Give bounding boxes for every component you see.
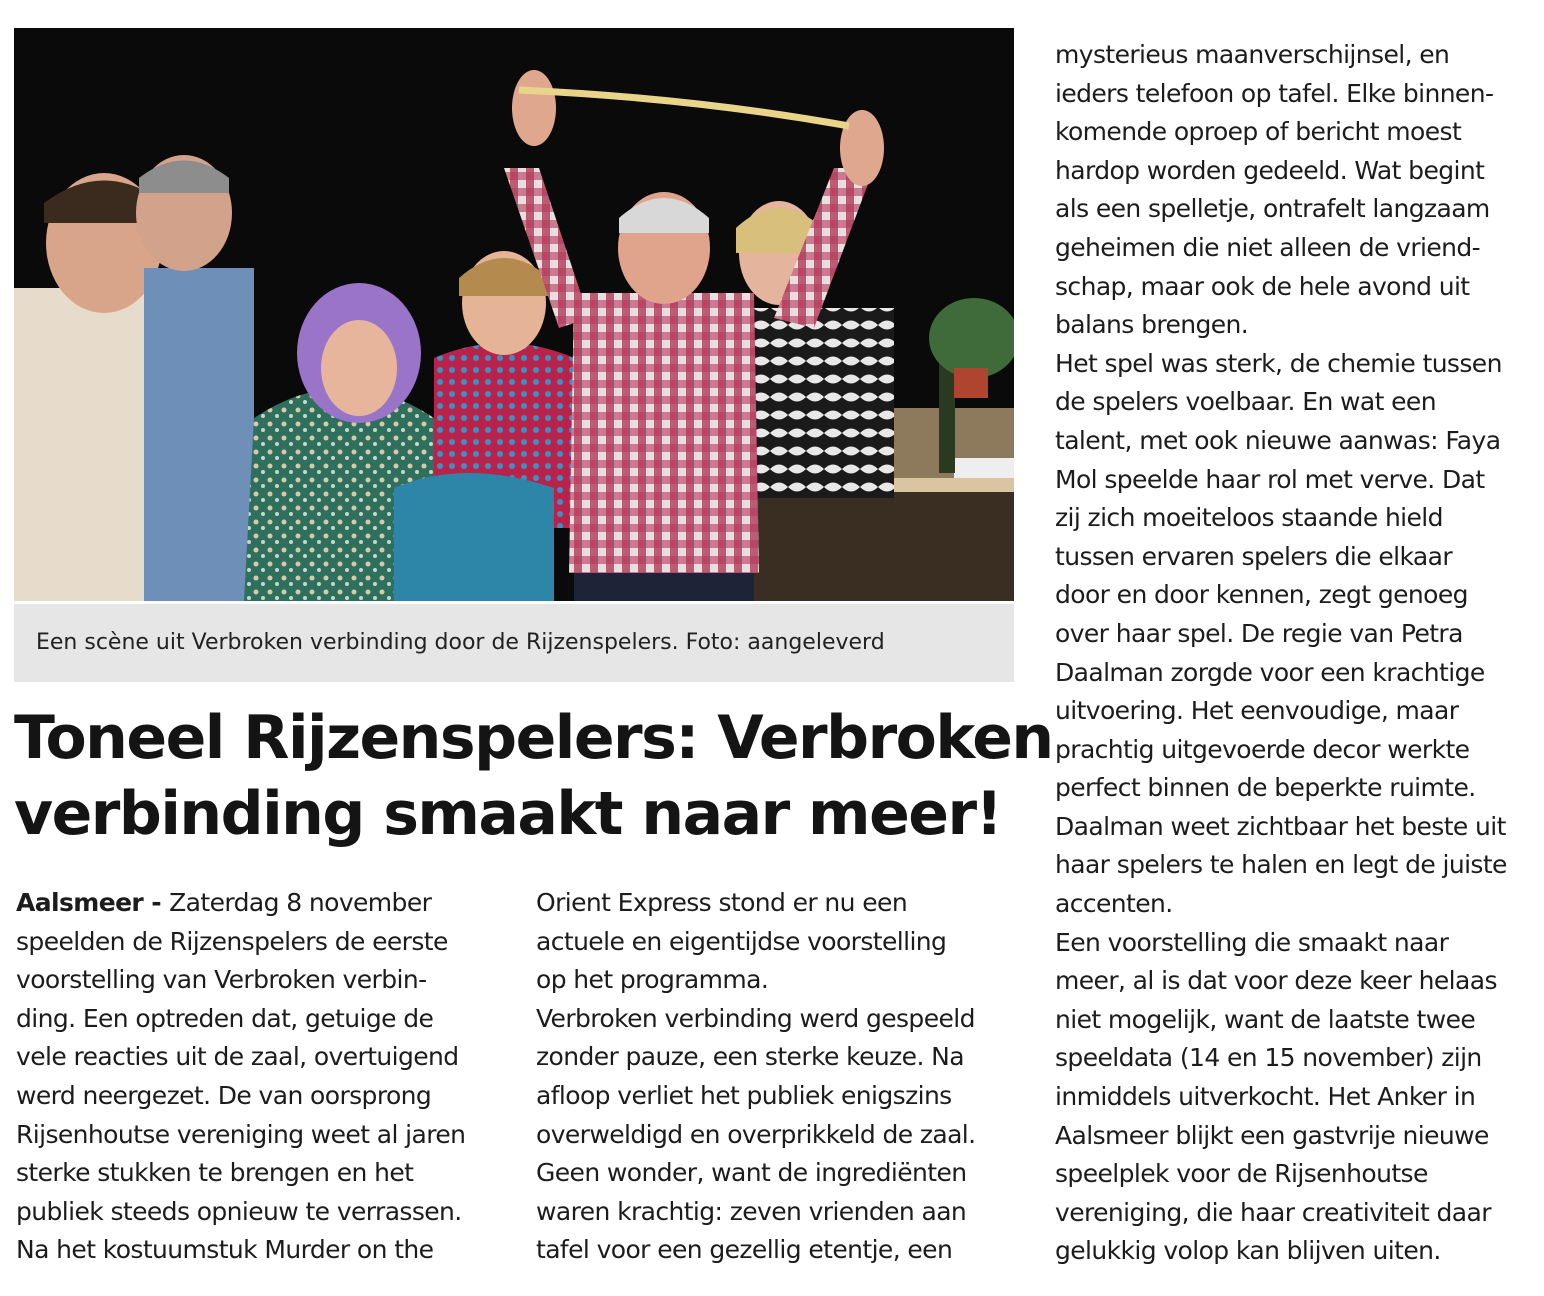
body-line: afloop verliet het publiek enigszins xyxy=(536,1080,952,1110)
body-line: sterke stukken te brengen en het xyxy=(16,1158,414,1188)
body-line: meer, al is dat voor deze keer helaas xyxy=(1055,966,1497,996)
body-line: door en door kennen, zegt genoeg xyxy=(1055,580,1468,610)
body-line: Een voorstelling die smaakt naar xyxy=(1055,927,1449,957)
body-line: op het programma. xyxy=(536,965,769,995)
stage-photo-image xyxy=(14,28,1014,601)
body-line: Daalman zorgde voor een krachtige xyxy=(1055,657,1485,687)
body-line: publiek steeds opnieuw te verrassen. xyxy=(16,1196,462,1226)
body-line: de spelers voelbaar. En wat een xyxy=(1055,387,1436,417)
body-line: Het spel was sterk, de chemie tussen xyxy=(1055,348,1502,378)
body-line: geheimen die niet alleen de vriend- xyxy=(1055,232,1481,262)
body-line: inmiddels uitverkocht. Het Anker in xyxy=(1055,1082,1476,1112)
body-line: uitvoering. Het eenvoudige, maar xyxy=(1055,696,1459,726)
body-line: mysterieus maanverschijnsel, en xyxy=(1055,40,1450,69)
body-line: actuele en eigentijdse voorstelling xyxy=(536,926,947,956)
body-line-text: Zaterdag 8 november xyxy=(169,888,432,917)
body-line: komende oproep of bericht moest xyxy=(1055,117,1462,147)
body-line: tussen ervaren spelers die elkaar xyxy=(1055,541,1453,571)
body-line: werd neergezet. De van oorsprong xyxy=(16,1080,432,1110)
dateline: Aalsmeer - xyxy=(16,888,170,917)
body-line: Geen wonder, want de ingrediënten xyxy=(536,1158,967,1188)
body-line: vele reacties uit de zaal, overtuigend xyxy=(16,1042,459,1072)
body-line: schap, maar ook de hele avond uit xyxy=(1055,271,1470,301)
body-line: overweldigd en overprikkeld de zaal. xyxy=(536,1119,976,1149)
body-line: zonder pauze, een sterke keuze. Na xyxy=(536,1042,964,1072)
body-line: vereniging, die haar creativiteit daar xyxy=(1055,1197,1491,1227)
headline-line-2: verbinding smaakt naar meer! xyxy=(14,779,1002,849)
body-line: talent, met ook nieuwe aanwas: Faya xyxy=(1055,425,1501,455)
body-line: voorstelling van Verbroken verbin- xyxy=(16,965,427,995)
body-line: accenten. xyxy=(1055,889,1173,919)
article-column-2 xyxy=(536,884,1036,1270)
body-line: Orient Express stond er nu een xyxy=(536,888,908,917)
body-line: prachtig uitgevoerde decor werkte xyxy=(1055,734,1470,764)
body-line: speelplek voor de Rijsenhoutse xyxy=(1055,1159,1428,1189)
body-line: niet mogelijk, want de laatste twee xyxy=(1055,1004,1476,1034)
headline-line-1: Toneel Rijzenspelers: Verbroken xyxy=(14,703,1053,773)
body-line: als een spelletje, ontrafelt langzaam xyxy=(1055,194,1490,224)
article-column-1 xyxy=(16,884,516,1270)
body-line: hardop worden gedeeld. Wat begint xyxy=(1055,155,1485,185)
body-line: haar spelers te halen en legt de juiste xyxy=(1055,850,1507,880)
body-line: speeldata (14 en 15 november) zijn xyxy=(1055,1043,1482,1073)
photo-caption: Een scène uit Verbroken verbinding door de Rijzenspelers. Foto: aangeleverd xyxy=(14,604,1014,682)
body-line: waren krachtig: zeven vrienden aan xyxy=(536,1196,967,1226)
body-line: zij zich moeiteloos staande hield xyxy=(1055,503,1443,533)
body-line: tafel voor een gezellig etentje, een xyxy=(536,1235,953,1265)
body-line: Rijsenhoutse vereniging weet al jaren xyxy=(16,1119,466,1149)
body-line: over haar spel. De regie van Petra xyxy=(1055,618,1463,648)
body-line: Aalsmeer blijkt een gastvrije nieuwe xyxy=(1055,1120,1489,1150)
body-line: Na het kostuumstuk Murder on the xyxy=(16,1235,434,1265)
article-photo xyxy=(14,28,1014,601)
body-line: Mol speelde haar rol met verve. Dat xyxy=(1055,464,1485,494)
body-line: balans brengen. xyxy=(1055,310,1249,340)
body-line: perfect binnen de beperkte ruimte. xyxy=(1055,773,1476,803)
body-line: Verbroken verbinding werd gespeeld xyxy=(536,1003,975,1033)
body-line: ding. Een optreden dat, getuige de xyxy=(16,1003,434,1033)
body-line: gelukkig volop kan blijven uiten. xyxy=(1055,1236,1441,1266)
article-column-3 xyxy=(1055,36,1540,1271)
body-line xyxy=(16,884,516,923)
article-headline xyxy=(14,700,1053,852)
body-line: ieders telefoon op tafel. Elke binnen- xyxy=(1055,78,1494,108)
body-line: Daalman weet zichtbaar het beste uit xyxy=(1055,811,1506,841)
body-line: speelden de Rijzenspelers de eerste xyxy=(16,926,448,956)
